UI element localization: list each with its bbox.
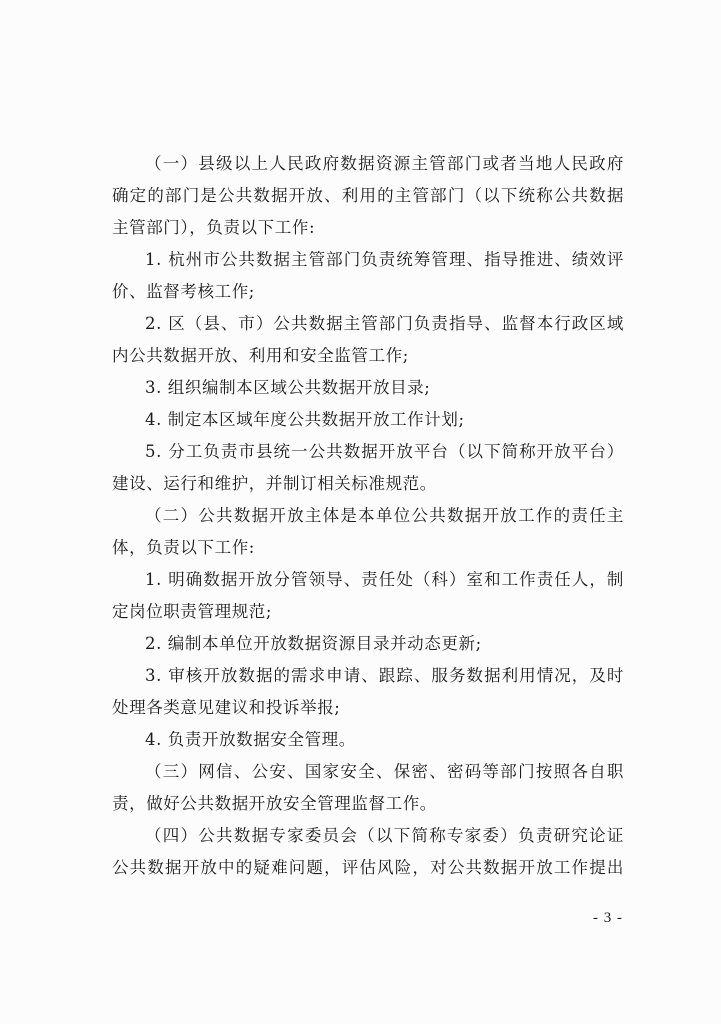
paragraph-line: 价、监督考核工作; (112, 282, 255, 301)
paragraph-line: 责，做好公共数据开放安全管理监督工作。 (112, 794, 437, 813)
document-body (112, 148, 624, 884)
paragraph-line: 确定的部门是公共数据开放、利用的主管部门（以下统称公共数据 (112, 186, 624, 205)
paragraph-line: 处理各类意见建议和投诉举报; (112, 698, 341, 717)
paragraph-line: 1. 杭州市公共数据主管部门负责统筹管理、指导推进、绩效评 (145, 250, 624, 269)
page-number: - 3 - (593, 910, 623, 926)
paragraph-line: 2. 区（县、市）公共数据主管部门负责指导、监督本行政区域 (145, 314, 624, 333)
paragraph-line: 2. 编制本单位开放数据资源目录并动态更新; (145, 634, 482, 653)
paragraph-line: （二）公共数据开放主体是本单位公共数据开放工作的责任主 (145, 506, 624, 525)
paragraph-line: 4. 制定本区域年度公共数据开放工作计划; (145, 410, 465, 429)
paragraph-line: （一）县级以上人民政府数据资源主管部门或者当地人民政府 (145, 154, 624, 173)
paragraph-line: 体，负责以下工作: (112, 538, 255, 557)
paragraph-line: 建设、运行和维护，并制订相关标准规范。 (112, 474, 437, 493)
paragraph-line: 公共数据开放中的疑难问题，评估风险，对公共数据开放工作提出 (112, 858, 624, 877)
paragraph-line: （四）公共数据专家委员会（以下简称专家委）负责研究论证 (145, 826, 624, 845)
paragraph-line: 1. 明确数据开放分管领导、责任处（科）室和工作责任人，制 (145, 570, 624, 589)
paragraph-line: 5. 分工负责市县统一公共数据开放平台（以下简称开放平台） (145, 442, 624, 461)
paragraph-line: （三）网信、公安、国家安全、保密、密码等部门按照各自职 (145, 762, 624, 781)
paragraph-line: 3. 组织编制本区域公共数据开放目录; (145, 378, 431, 397)
paragraph-line: 定岗位职责管理规范; (112, 602, 273, 621)
paragraph-line: 主管部门），负责以下工作: (112, 218, 316, 237)
paragraph-line: 内公共数据开放、利用和安全监管工作; (112, 346, 409, 365)
paragraph-line: 4. 负责开放数据安全管理。 (145, 730, 356, 749)
paragraph-line: 3. 审核开放数据的需求申请、跟踪、服务数据利用情况，及时 (145, 666, 624, 685)
